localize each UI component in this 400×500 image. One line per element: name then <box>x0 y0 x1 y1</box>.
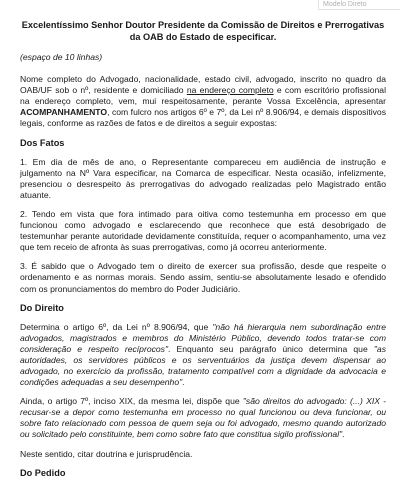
law1-quote-2: "as autoridades, os servidores públicos e os serventuários da justiça devem dispensar ao advogado, no exercício da profissão, tratamento compatível com a dignidade da advocacia e condições adequadas a seu desempenho" <box>20 343 386 388</box>
section-heading-request: Do Pedido <box>20 467 66 478</box>
law1-text-1: Determina o artigo 6º, da Lei nº 8.906/94, que <box>20 321 213 332</box>
law-paragraph-2 <box>20 396 386 440</box>
section-heading-facts: Dos Fatos <box>20 137 65 148</box>
law2-quote: "são direitos do advogado: (...) XIX - recusar-se a depor como testemunha em processo no qual funcionou ou deva funcionar, ou sobre fato relacionado com pessoa de quem seja ou foi advogado, mesmo quando autorizado ou solicitado pelo constituinte, bem como sobre fato que constitua sigilo profissional" <box>20 396 387 440</box>
title-line-2: da OAB do Estado de especificar. <box>129 31 277 42</box>
law1-text-2: . Enquanto seu parágrafo único determina que <box>168 343 374 354</box>
law1-text-3: . <box>182 377 185 388</box>
fact-paragraph-3: 3. É sabido que o Advogado tem o direito de exercer sua profissão, desde que respeite o ordenamento e as normas morais. Sendo assim, sentiu-se absolutamente lesado e ofendido com os pronunciamentos do membro do Poder Judiciário. <box>20 261 386 294</box>
title-line-1: Excelentíssimo Senhor Doutor Presidente da Comissão de Direitos e Prerrogativas <box>21 20 385 30</box>
space-note: (espaço de 10 linhas) <box>20 52 103 62</box>
intro-text-1: Nome completo do Advogado, nacionalidade, estado civil, advogado, inscrito no quadro da OAB/UF sob o nº, residente e domiciliado <box>20 74 386 96</box>
fact-paragraph-2: 2. Tendo em vista que fora intimado para oitiva como testemunha em processo em que funcionou como advogado e esclarecendo que reconhece que está desobrigado de testemunhar perante autoridade devidamente constituída, requer o acompanhamento, uma vez que tem receio de afronta às suas prerrogativas, como já ocorreu anteriormente. <box>20 208 386 253</box>
law2-text-1: Ainda, o artigo 7º, inciso XIX, da mesma lei, dispõe que <box>20 396 243 407</box>
law2-text-2: . <box>342 429 345 440</box>
intro-keyword: ACOMPANHAMENTO <box>20 107 108 118</box>
document-title <box>20 20 386 43</box>
section-heading-law: Do Direito <box>20 302 64 313</box>
intro-paragraph <box>20 74 386 129</box>
closing-paragraph: Neste sentido, citar doutrina e jurisprudência. <box>20 448 193 459</box>
law-paragraph-1 <box>20 322 386 389</box>
intro-text-2: e com escritório profissional na endereço completo, vem, mui respeitosamente, perante Vossa Excelência, apresentar <box>20 85 386 107</box>
watermark: Modelo Direto <box>318 0 400 10</box>
fact-paragraph-1: 1. Em dia de mês de ano, o Representante compareceu em audiência de instrução e julgamento na Nº Vara especificar, na Comarca de especificar. Nesta ocasião, infelizmente, presenciou o desrespeito às prerrogativas do advogado realizadas pelo Magistrado então atuante. <box>20 156 386 200</box>
law1-quote-1: "não há hierarquia nem subordinação entre advogados, magistrados e membros do Ministério Público, devendo todos tratar-se com consideração e respeito recíprocos" <box>20 321 386 354</box>
intro-text-3: , com fulcro nos artigos 6º e 7º, da Lei nº 8.906/94, e demais dispositivos legais, conforme as razões de fatos e de direitos a seguir expostas: <box>20 107 386 129</box>
intro-address-underlined: na endereço completo <box>186 85 274 96</box>
